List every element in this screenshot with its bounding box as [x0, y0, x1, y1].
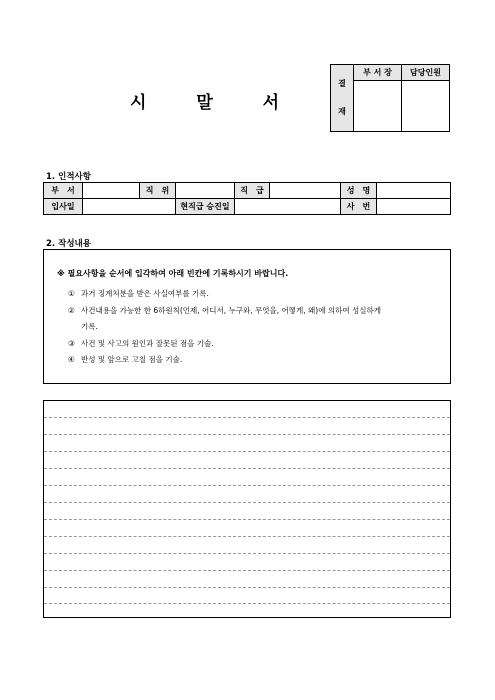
instruction-item: ② 사건내용을 가능한 한 6하원칙(언제, 어디서, 누구와, 무엇을, 어떻게, 왜)에 의하여 성실하게	[68, 306, 381, 315]
position-label: 직 위	[140, 183, 176, 199]
join-date-field[interactable]	[83, 199, 176, 215]
instruction-item: ① 과거 징계처분을 받은 사실여부를 기록.	[68, 289, 209, 298]
ruled-line	[44, 417, 450, 418]
instruction-heading: ※ 필요사항을 순서에 입각하여 아래 빈칸에 기록하시기 바랍니다.	[57, 269, 289, 278]
ruled-line	[44, 451, 450, 452]
personal-info-table	[43, 182, 451, 215]
ruled-line	[44, 536, 450, 537]
instruction-item: ④ 반성 및 앞으로 고칠 점을 기술.	[68, 355, 183, 364]
ruled-line	[44, 603, 450, 604]
promotion-date-label: 현직급 승진일	[176, 199, 235, 215]
rank-label: 직 급	[235, 183, 270, 199]
ruled-line	[44, 570, 450, 571]
name-field[interactable]	[377, 183, 451, 199]
ruled-line	[44, 587, 450, 588]
name-label: 성 명	[341, 183, 377, 199]
rank-field[interactable]	[270, 183, 341, 199]
writing-area[interactable]	[43, 400, 451, 618]
join-date-label: 입사일	[44, 199, 83, 215]
approval-col-dept-head: 부 서 장	[354, 65, 402, 81]
ruled-line	[44, 502, 450, 503]
instruction-item: 기록.	[81, 322, 98, 331]
ruled-line	[44, 519, 450, 520]
approval-box	[330, 64, 450, 132]
employee-no-field[interactable]	[377, 199, 451, 215]
ruled-line	[44, 485, 450, 486]
approval-label: 결 재	[331, 65, 354, 132]
section-personal-info-title: 1. 인적사항	[46, 172, 91, 182]
approval-sign-dept-head[interactable]	[354, 81, 402, 132]
instruction-box	[43, 249, 451, 384]
instruction-item: ③ 사건 및 사고의 원인과 잘못된 점을 기술.	[68, 339, 214, 348]
employee-no-label: 사 번	[341, 199, 377, 215]
promotion-date-field[interactable]	[235, 199, 341, 215]
approval-col-staff: 담당인원	[402, 65, 450, 81]
section-content-title: 2. 작성내용	[46, 239, 91, 249]
approval-sign-staff[interactable]	[402, 81, 450, 132]
department-label: 부 서	[44, 183, 83, 199]
ruled-line	[44, 553, 450, 554]
ruled-line	[44, 434, 450, 435]
position-field[interactable]	[176, 183, 235, 199]
document-title: 시 말 서	[130, 93, 302, 113]
department-field[interactable]	[83, 183, 140, 199]
ruled-line	[44, 468, 450, 469]
